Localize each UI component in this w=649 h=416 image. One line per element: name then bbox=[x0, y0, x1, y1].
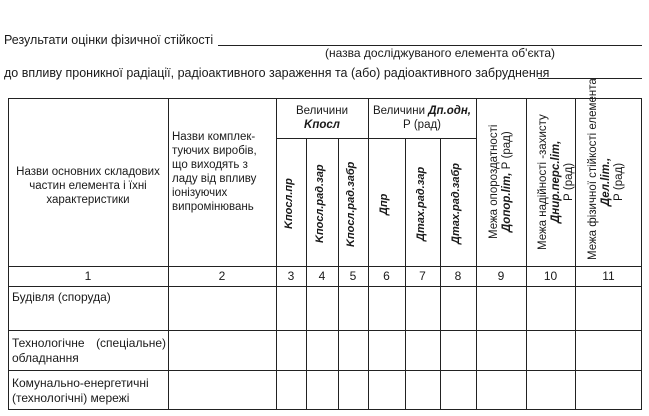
col1-header: Назви основних складових частин елемента і їхні характеристики bbox=[16, 166, 160, 206]
group2-header bbox=[368, 104, 476, 132]
table-row-label: Технологічне (спеціальне) обладнання bbox=[12, 336, 166, 365]
sub-d-pr: Дпр bbox=[378, 193, 390, 215]
vline bbox=[168, 98, 169, 410]
col-number-11: 11 bbox=[602, 269, 615, 283]
vline bbox=[368, 98, 369, 410]
group2-symbol: Дп.одн, bbox=[428, 105, 472, 117]
table-row-label: Комунально-енергетичні (технологічні) мережі bbox=[12, 376, 149, 405]
col-number-4: 4 bbox=[318, 269, 326, 283]
hline bbox=[8, 370, 642, 371]
col-number-3: 3 bbox=[287, 269, 295, 283]
header-line-1: Результати оцінки фізичної стійкості bbox=[4, 33, 214, 47]
col-number-6: 6 bbox=[383, 269, 390, 283]
group1-header bbox=[276, 104, 368, 132]
col9-header: Межа опороздатності Допор.lim, Р (рад) bbox=[488, 124, 513, 240]
col11-symbol: Дел.lim., bbox=[600, 157, 612, 207]
col-number-2: 2 bbox=[218, 269, 226, 283]
col9-symbol: Допор.lim, bbox=[501, 172, 513, 233]
hline bbox=[8, 330, 642, 331]
vline bbox=[476, 98, 477, 410]
sub-d-max-rad-zar: Дmax.рад.зар bbox=[415, 166, 427, 242]
col-number-5: 5 bbox=[349, 269, 357, 283]
group1-symbol: Kпосл bbox=[304, 119, 340, 131]
sub-k-rad-zabr: Kпосл.рад.забр bbox=[345, 161, 357, 247]
sub-d-max-rad-zabr: Дmax.рад.забр bbox=[450, 163, 462, 245]
sub-k-rad-zar: Kпосл.рад.зар bbox=[314, 164, 326, 244]
vline bbox=[276, 98, 277, 410]
hline bbox=[8, 286, 642, 287]
table-row-label: Будівля (споруда) bbox=[12, 290, 111, 304]
header-caption: (назва досліджуваного елемента об'єкта) bbox=[325, 46, 556, 60]
col11-header: Межа фізичної стійкості елемента Дел.lim., Р (рад) bbox=[587, 78, 625, 260]
col-number-8: 8 bbox=[454, 269, 462, 283]
col-number-1: 1 bbox=[84, 269, 92, 283]
group2-header-text: Величини bbox=[372, 105, 425, 117]
group2-unit: Р (рад) bbox=[402, 119, 442, 131]
group1-header-text: Величини bbox=[295, 105, 348, 117]
col-number-10: 10 bbox=[543, 269, 558, 283]
col10-header: Межа надійності -захисту Днир.перс.lim, Р (рад) bbox=[537, 114, 575, 250]
hline bbox=[8, 266, 642, 267]
header-line-2: до впливу проникної радіації, радіоактивного зараження та (або) радіоактивного забруднення bbox=[4, 66, 550, 80]
col-number-7: 7 bbox=[419, 269, 426, 283]
hline bbox=[276, 138, 476, 139]
col2-header: Назви комплек- туючих виробів, що виходять з ладу від впливу іонізуючих випромінювань bbox=[172, 131, 257, 213]
vline bbox=[526, 98, 527, 410]
col-number-9: 9 bbox=[497, 269, 505, 283]
col10-symbol: Днир.перс.lim, bbox=[550, 140, 562, 224]
sub-k-pr: Kпосл.пр bbox=[283, 178, 295, 230]
